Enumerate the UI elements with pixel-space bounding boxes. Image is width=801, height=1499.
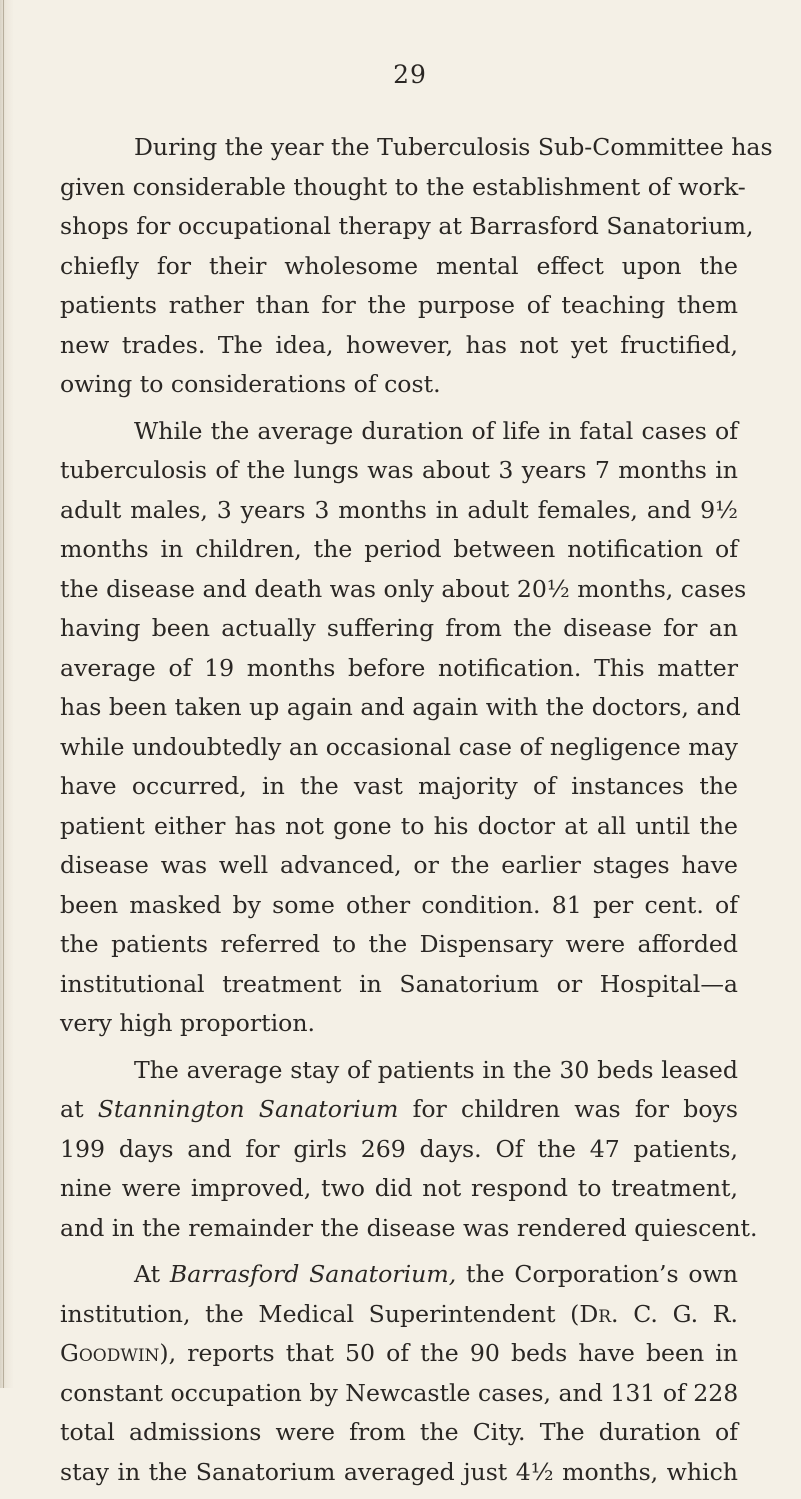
text-run: for children was for boys [398, 1095, 738, 1123]
text-line: having been actually suffering from the disease for an [60, 614, 738, 642]
text-line: total admissions were from the City. The duration of [60, 1418, 738, 1446]
paragraph-occupational-therapy [60, 128, 773, 405]
text-line: the patients referred to the Dispensary were afforded [60, 930, 738, 958]
text-line: patients rather than for the purpose of teaching them [60, 291, 738, 319]
text-line: shops for occupational therapy at Barrasford Sanatorium, [60, 212, 754, 240]
text-run: at [60, 1095, 98, 1123]
text-line: adult males, 3 years 3 months in adult females, and 9½ [60, 495, 738, 524]
text-line: disease was well advanced, or the earlier stages have [60, 851, 738, 879]
institution-name-stannington: Stannington Sanatorium [97, 1095, 399, 1123]
text-run: ), reports that 50 of the 90 beds have been in [159, 1339, 738, 1367]
text-line: tuberculosis of the lungs was about 3 years 7 months in [60, 456, 738, 484]
institution-name-barrasford: Barrasford Sanatorium, [169, 1260, 457, 1288]
paragraph-duration-of-life [60, 412, 747, 1044]
text-line [60, 1255, 738, 1295]
text-line: owing to considerations of cost. [60, 370, 441, 398]
text-line: nine were improved, two did not respond to treatment, [60, 1174, 738, 1202]
text-line: average of 19 months before notification. This matter [60, 653, 738, 682]
text-line: While the average duration of life in fatal cases of [134, 416, 738, 445]
page-number: 29 [393, 60, 427, 89]
text-line: The average stay of patients in the 30 beds leased [134, 1055, 738, 1084]
text-line: the disease and death was only about 20½ months, cases [60, 574, 747, 603]
text-line: constant occupation by Newcastle cases, and 131 of 228 [60, 1378, 739, 1407]
text-line: has been taken up again and again with the doctors, and [60, 693, 741, 721]
text-line: stay in the Sanatorium averaged just 4½ months, which [60, 1457, 738, 1486]
text-line [60, 1090, 738, 1130]
text-line: been masked by some other condition. 81 per cent. of [60, 890, 738, 919]
text-run: the Corporation’s own [456, 1260, 738, 1288]
text-line: months in children, the period between notification of [60, 535, 738, 563]
page-left-edge [0, 0, 14, 1388]
text-line: patient either has not gone to his doctor at all until the [60, 811, 738, 840]
text-run: At [134, 1260, 170, 1288]
text-line: 199 days and for girls 269 days. Of the 47 patients, [60, 1134, 738, 1163]
text-line: institutional treatment in Sanatorium or Hospital—a [60, 969, 738, 998]
text-line [60, 1334, 738, 1374]
paragraph-stannington [60, 1051, 758, 1249]
paragraph-barrasford [60, 1255, 738, 1492]
text-line: chiefly for their wholesome mental effect upon the [60, 251, 738, 280]
superintendent-name: Dr. C. G. R. [579, 1299, 738, 1328]
text-line: and in the remainder the disease was rendered quiescent. [60, 1213, 758, 1242]
text-line: new trades. The idea, however, has not yet fructified, [60, 330, 738, 359]
body-text [60, 128, 773, 1499]
text-line: given considerable thought to the establishment of work- [60, 172, 746, 201]
text-line: During the year the Tuberculosis Sub-Committee has [134, 133, 773, 161]
text-line: very high proportion. [60, 1009, 316, 1037]
superintendent-surname: Goodwin [60, 1339, 160, 1367]
text-run: institution, the Medical Superintendent ( [60, 1299, 580, 1328]
text-line: while undoubtedly an occasional case of negligence may [60, 732, 738, 761]
text-line: have occurred, in the vast majority of instances the [60, 772, 738, 800]
text-line [60, 1295, 738, 1335]
